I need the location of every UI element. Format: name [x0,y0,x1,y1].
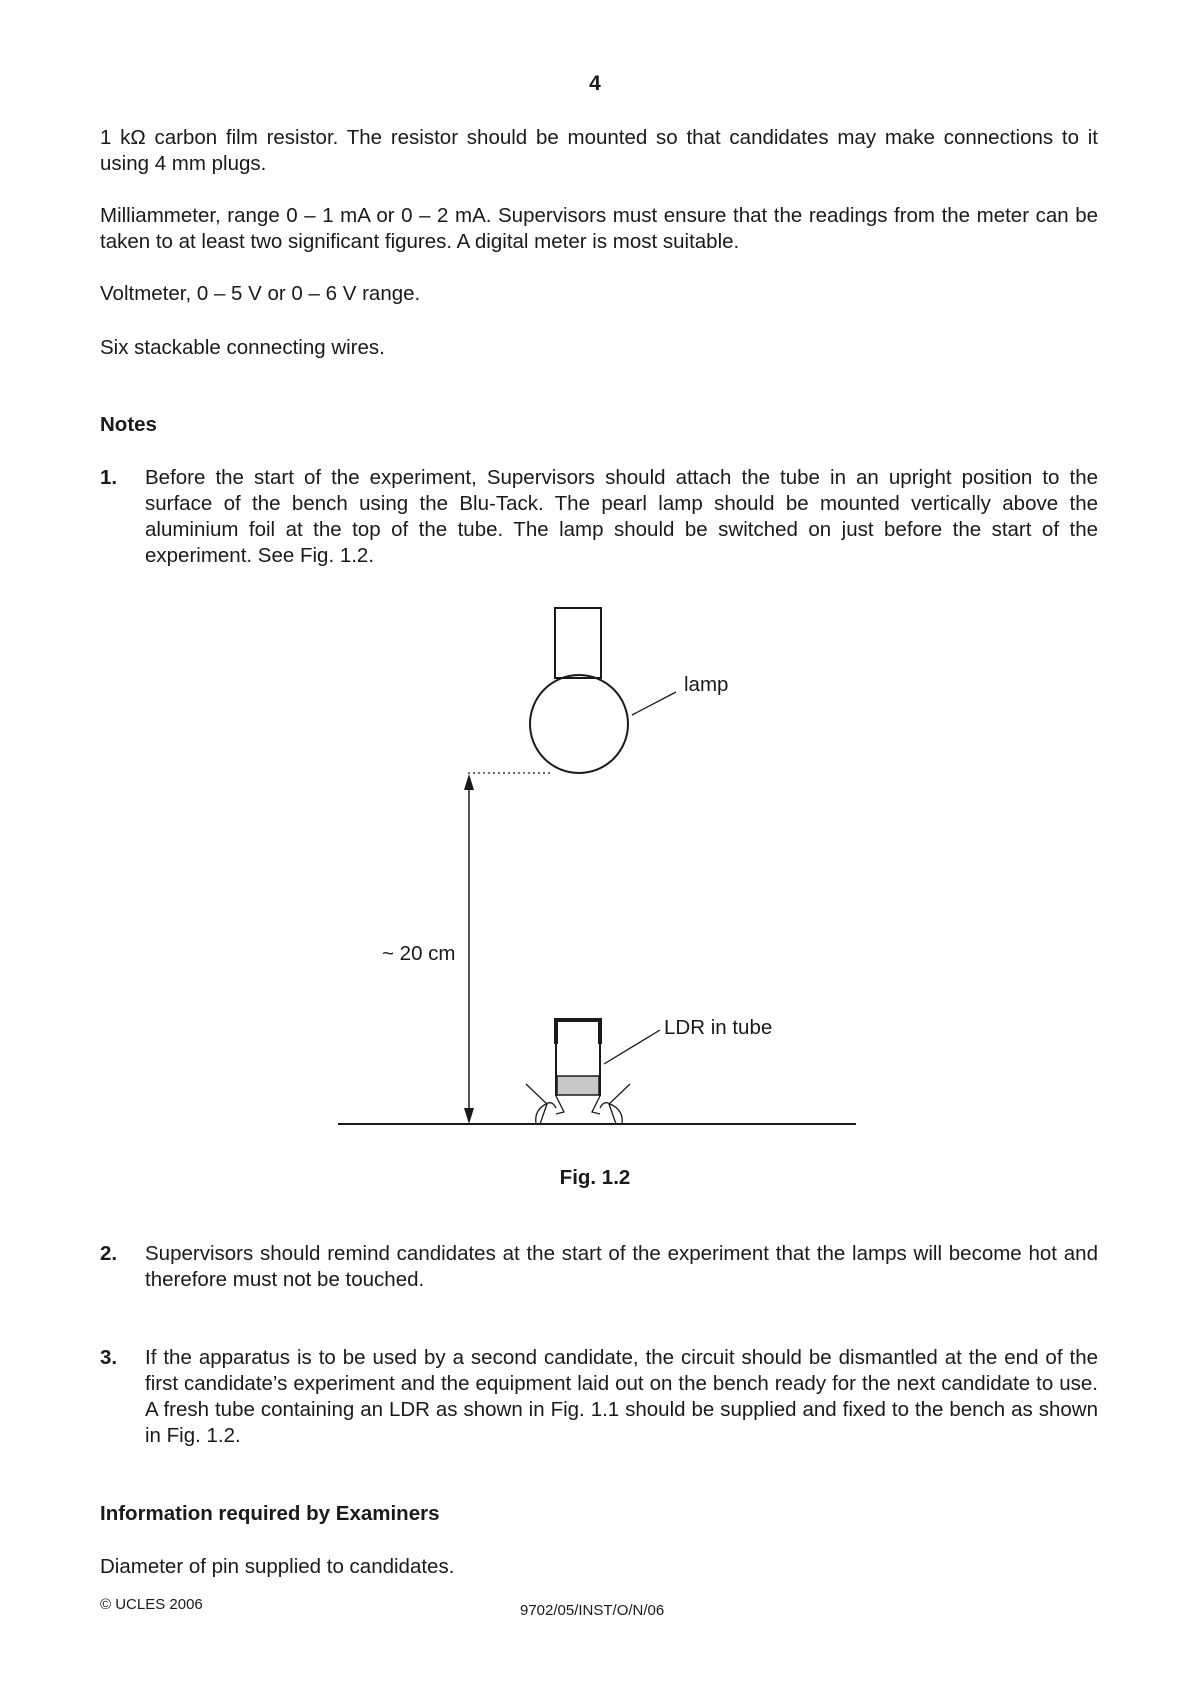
examiners-heading: Information required by Examiners [100,1502,440,1525]
blutack-right-blob [600,1103,622,1124]
notes-heading: Notes [100,413,157,436]
lamp-cap [555,608,601,678]
footer-code: 9702/05/INST/O/N/06 [520,1602,665,1619]
blutack-right-2 [592,1096,600,1114]
ldr [557,1076,599,1095]
examiners-text: Diameter of pin supplied to candidates. [100,1555,455,1578]
arrowhead-top [464,774,474,790]
ldr-label: LDR in tube [664,1016,773,1039]
note-1-text: Before the start of the experiment, Supervisors should attach the tube in an upright position to the surface of the bench using the Blu-Tack. The pearl lamp should be mounted vertically above the aluminium foil at the top of the tube. The lamp should be switched on just before the start of the experiment. See Fig. 1.2. [145,466,1098,567]
resistor-item: 1 kΩ carbon film resistor. The resistor should be mounted so that candidates may make connections to it using 4 mm plugs. [100,126,1098,175]
lamp-label: lamp [684,673,729,696]
arrowhead-bottom [464,1108,474,1124]
note-2-text: Supervisors should remind candidates at the start of the experiment that the lamps will become hot and therefore must not be touched. [145,1242,1098,1291]
blutack-right [609,1084,630,1124]
lamp-leader [632,692,676,715]
note-3-text: If the apparatus is to be used by a second candidate, the circuit should be dismantled at the end of the first candidate’s experiment and the equipment laid out on the bench ready for the next candidate to use. A fresh tube containing an LDR as shown in Fig. 1.1 should be supplied and fixed to the bench as shown in Fig. 1.2. [145,1346,1098,1447]
footer-copyright: © UCLES 2006 [100,1596,203,1613]
blutack-left-2 [556,1096,564,1114]
note-1-number: 1. [100,466,118,489]
page-number: 4 [589,72,601,95]
blutack-left [526,1084,547,1124]
wires-item: Six stackable connecting wires. [100,336,385,359]
note-2-number: 2. [100,1242,118,1265]
figure-caption: Fig. 1.2 [559,1166,631,1189]
distance-label: ~ 20 cm [382,942,456,965]
lamp-bulb [530,675,628,773]
note-3-number: 3. [100,1346,118,1369]
ldr-leader [604,1030,660,1064]
milliammeter-item: Milliammeter, range 0 – 1 mA or 0 – 2 mA. Supervisors must ensure that the readings from the meter can be taken to at least two significant figures. A digital meter is most suitable. [100,204,1098,253]
voltmeter-item: Voltmeter, 0 – 5 V or 0 – 6 V range. [100,282,421,305]
